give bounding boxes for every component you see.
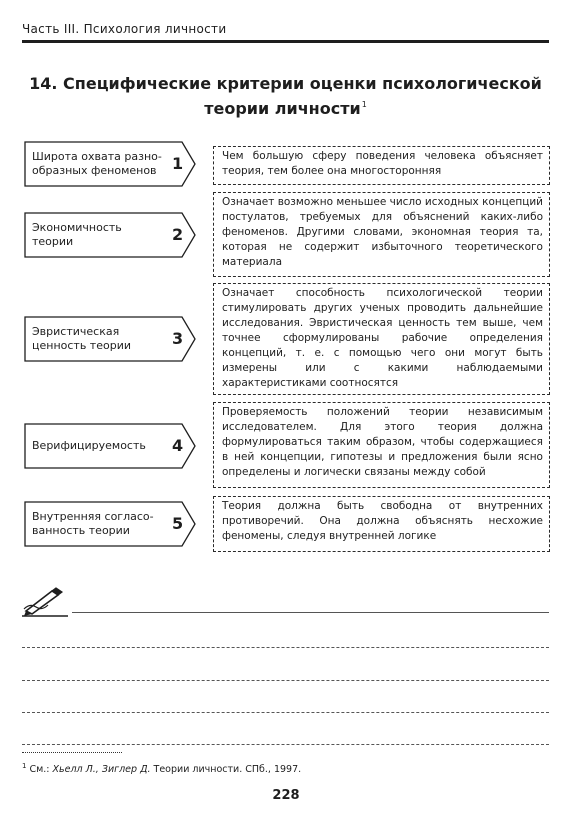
criterion-label-line: Эвристическая bbox=[32, 325, 120, 338]
footnote-authors: Хьелл Л., Зиглер Д. bbox=[52, 764, 151, 776]
title-footnote-mark: 1 bbox=[361, 100, 367, 109]
footnote bbox=[22, 762, 301, 775]
criterion-label-line: Внутренняя согласо- bbox=[32, 510, 154, 523]
criterion-label-line: теории bbox=[32, 235, 74, 248]
footnote-prefix: См.: bbox=[26, 764, 53, 776]
criterion-label-line: Верифицируемость bbox=[32, 439, 146, 452]
criterion-label-line: Широта охвата разно- bbox=[32, 150, 162, 163]
criterion-arrow-2 bbox=[24, 212, 196, 258]
criterion-arrow-3 bbox=[24, 316, 196, 362]
criterion-arrow-5 bbox=[24, 501, 196, 547]
criterion-label-4 bbox=[32, 439, 172, 453]
criterion-label-line: образных феноменов bbox=[32, 164, 157, 177]
footnote-mark: 1 bbox=[22, 762, 27, 770]
title-line-1: 14. Специфические критерии оценки психологической bbox=[29, 74, 542, 93]
writing-line[interactable] bbox=[22, 680, 549, 681]
criterion-label-3 bbox=[32, 325, 172, 353]
criterion-arrow-4 bbox=[24, 423, 196, 469]
writing-line[interactable] bbox=[22, 647, 549, 648]
criterion-label-line: Экономичность bbox=[32, 221, 122, 234]
criterion-number-1: 1 bbox=[172, 154, 184, 173]
criterion-number-4: 4 bbox=[172, 436, 184, 455]
running-title: Часть III. Психология личности bbox=[22, 22, 227, 36]
criterion-label-2 bbox=[32, 221, 172, 249]
writing-line[interactable] bbox=[22, 744, 549, 745]
criterion-label-5 bbox=[32, 510, 172, 538]
criterion-arrow-1 bbox=[24, 141, 196, 187]
criterion-number-5: 5 bbox=[172, 514, 184, 533]
writing-line[interactable] bbox=[72, 612, 549, 613]
criterion-description-2: Означает возможно меньшее число исходных концепций постулатов, требуемых для объяснений каких-либо феноменов. Другими словами, экономная теория та, которая не содержит избыточного теоретического материала bbox=[213, 192, 550, 277]
title-line-2-wrap bbox=[22, 94, 549, 119]
criterion-description-5: Теория должна быть свободна от внутренних противоречий. Она должна объяснять несхожие феномены, следуя внутренней логике bbox=[213, 496, 550, 552]
writing-line[interactable] bbox=[22, 712, 549, 713]
page-title bbox=[22, 73, 549, 119]
footnote-rule bbox=[22, 752, 122, 753]
criterion-number-3: 3 bbox=[172, 329, 184, 348]
header-rule bbox=[22, 40, 549, 43]
title-line-2: теории личности bbox=[204, 99, 361, 118]
criterion-label-line: ванность теории bbox=[32, 524, 130, 537]
page-number: 228 bbox=[272, 788, 300, 803]
criterion-description-4: Проверяемость положений теории независимым исследователем. Для этого теория должна формулироваться таким образом, чтобы содержащиеся в ней концепции, гипотезы и предложения были ясно определены и логически связаны между собой bbox=[213, 402, 550, 488]
criterion-description-1: Чем большую сферу поведения человека объясняет теория, тем более она многосторонняя bbox=[213, 146, 550, 185]
criterion-number-2: 2 bbox=[172, 225, 184, 244]
criterion-label-1 bbox=[32, 150, 172, 178]
criterion-label-line: ценность теории bbox=[32, 339, 131, 352]
pen-writing-icon bbox=[22, 585, 70, 621]
criterion-description-3: Означает способность психологической теории стимулировать других ученых проводить дальнейшие исследования. Эвристическая ценность тем выше, чем точнее сформулированы рабочие определения концепций, т. е. с помощью чего они могут быть измерены или с какими наблюдаемыми характеристиками соотносятся bbox=[213, 283, 550, 395]
footnote-source: Теории личности. СПб., 1997. bbox=[150, 764, 302, 776]
